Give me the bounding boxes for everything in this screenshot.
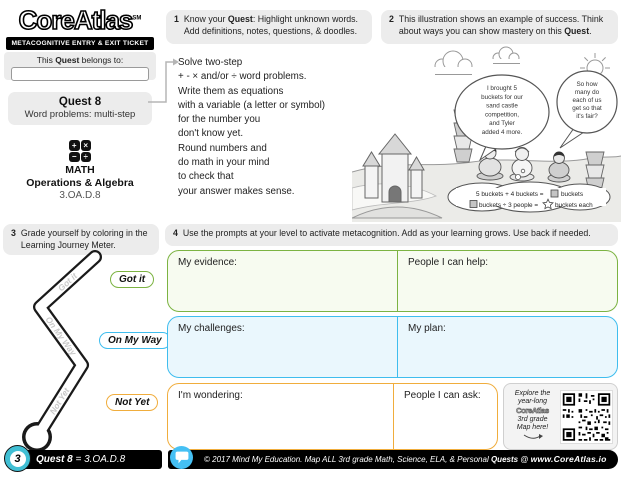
logo-trademark: SM <box>132 15 142 22</box>
instruction-1: 1 Know your Quest: Highlight unknown words. Add definitions, notes, questions, & doodles. <box>166 10 372 44</box>
divide-icon: ÷ <box>81 152 92 163</box>
grade-number: 3 <box>10 451 26 467</box>
prompt-challenges-label: My challenges: <box>178 323 245 334</box>
quest-number: Quest 8 <box>58 96 102 108</box>
belongs-to-label: This Quest belongs to: <box>36 55 124 65</box>
level-label-on-my-way: On My Way <box>99 332 171 349</box>
quest-topic: Word problems: multi-step <box>24 109 136 120</box>
svg-text:So how: So how <box>576 81 598 88</box>
prompt-evidence-label: My evidence: <box>178 257 237 268</box>
prompt-challenges-field[interactable] <box>168 317 398 377</box>
svg-text:I brought 5: I brought 5 <box>486 85 518 92</box>
prompt-help-field[interactable] <box>398 251 617 311</box>
prompt-wondering-label: I'm wondering: <box>178 390 243 401</box>
svg-text:5 buckets + 4 buckets =: 5 buckets + 4 buckets = <box>476 191 544 198</box>
multiply-icon: × <box>81 140 92 151</box>
prompt-evidence-field[interactable] <box>168 251 398 311</box>
logo-text: CoreAtlas <box>18 5 133 35</box>
coreatlas-mini-logo: CoreAtlas <box>516 405 549 415</box>
prompt-ask-label: People I can ask: <box>404 390 481 401</box>
map-promo-text: Explore the year-long CoreAtlas 3rd grade Map here! <box>508 390 557 444</box>
svg-text:and Tyler: and Tyler <box>489 120 515 128</box>
svg-text:each of us: each of us <box>572 97 602 104</box>
belongs-to-section <box>4 52 156 80</box>
instruction-3: 3 Grade yourself by coloring in the Learning Journey Meter. <box>3 224 159 255</box>
curved-arrow-icon <box>522 433 544 440</box>
coreatlas-url: www.CoreAtlas.io <box>530 454 607 464</box>
speech-bubble-2 <box>557 71 617 148</box>
svg-text:competition,: competition, <box>485 111 519 119</box>
level-label-not-yet: Not Yet <box>106 394 158 411</box>
svg-text:it's fair?: it's fair? <box>576 113 598 120</box>
svg-text:buckets: buckets <box>561 191 584 198</box>
subject-label: MATH <box>65 164 95 176</box>
square-placeholder-icon <box>551 190 558 197</box>
svg-text:many do: many do <box>574 89 600 96</box>
cloud-icon <box>492 47 522 64</box>
level-label-got-it: Got it <box>110 271 154 288</box>
prompt-box-got-it <box>167 250 618 312</box>
success-illustration <box>352 46 621 222</box>
prompt-plan-label: My plan: <box>408 323 446 334</box>
prompt-plan-field[interactable] <box>398 317 617 377</box>
meter-path-label-got-it: Got it <box>55 270 80 294</box>
quest-title-box <box>8 92 152 125</box>
footer-copyright-bar: © 2017 Mind My Education. Map ALL 3rd grade Math, Science, ELA, & Personal Quests @ www.CoreAtlas.io <box>168 450 618 469</box>
cloud-icon <box>434 51 473 75</box>
meter-path-label-on-my-way: On My Way <box>43 314 79 358</box>
plus-icon: + <box>69 140 80 151</box>
minus-icon: − <box>69 152 80 163</box>
quest-owner-input[interactable] <box>11 67 149 81</box>
prompt-ask-field[interactable] <box>394 384 497 449</box>
svg-text:buckets for our: buckets for our <box>481 93 523 101</box>
footer-quest-bar: Quest 8 = 3.OA.D.8 <box>16 450 162 469</box>
svg-text:buckets ÷ 3 people =: buckets ÷ 3 people = <box>479 202 539 209</box>
svg-text:added 4 more.: added 4 more. <box>481 129 523 136</box>
tagline-banner: METACOGNITIVE ENTRY & EXIT TICKET <box>6 37 154 50</box>
speech-bubble-icon <box>170 446 193 469</box>
coreatlas-logo <box>0 5 160 36</box>
qr-code <box>560 390 613 444</box>
quest-description: Solve two-step + - × and/or ÷ word problems. Write them as equations with a variable (a letter or symbol) for the number you don't know yet. Round numbers and do math in your mind to check that your answer makes sense. <box>178 57 326 197</box>
svg-text:buckets each: buckets each <box>555 202 593 209</box>
instruction-2: 2 This illustration shows an example of success. Think about ways you can show mastery on this Quest. <box>381 10 618 44</box>
child-figure <box>548 152 570 183</box>
standard-code: 3.OA.D.8 <box>59 190 101 201</box>
map-promo-box <box>503 383 618 450</box>
svg-text:get so that: get so that <box>572 105 602 112</box>
math-operations-icon <box>69 140 91 162</box>
prompt-box-on-my-way <box>167 316 618 378</box>
child-figure <box>510 148 534 182</box>
square-placeholder-icon <box>470 201 477 208</box>
prompt-help-label: People I can help: <box>408 257 489 268</box>
strand-label: Operations & Algebra <box>26 177 134 189</box>
prompt-wondering-field[interactable] <box>168 384 394 449</box>
svg-text:sand castle: sand castle <box>486 102 518 110</box>
grade-level-badge <box>4 445 31 472</box>
instruction-4: 4 Use the prompts at your level to activate metacognition. Add as your learning grows. Use back if needed. <box>165 224 618 246</box>
meter-path-label-not-yet: Not Yet <box>47 385 72 417</box>
prompt-box-not-yet <box>167 383 498 450</box>
